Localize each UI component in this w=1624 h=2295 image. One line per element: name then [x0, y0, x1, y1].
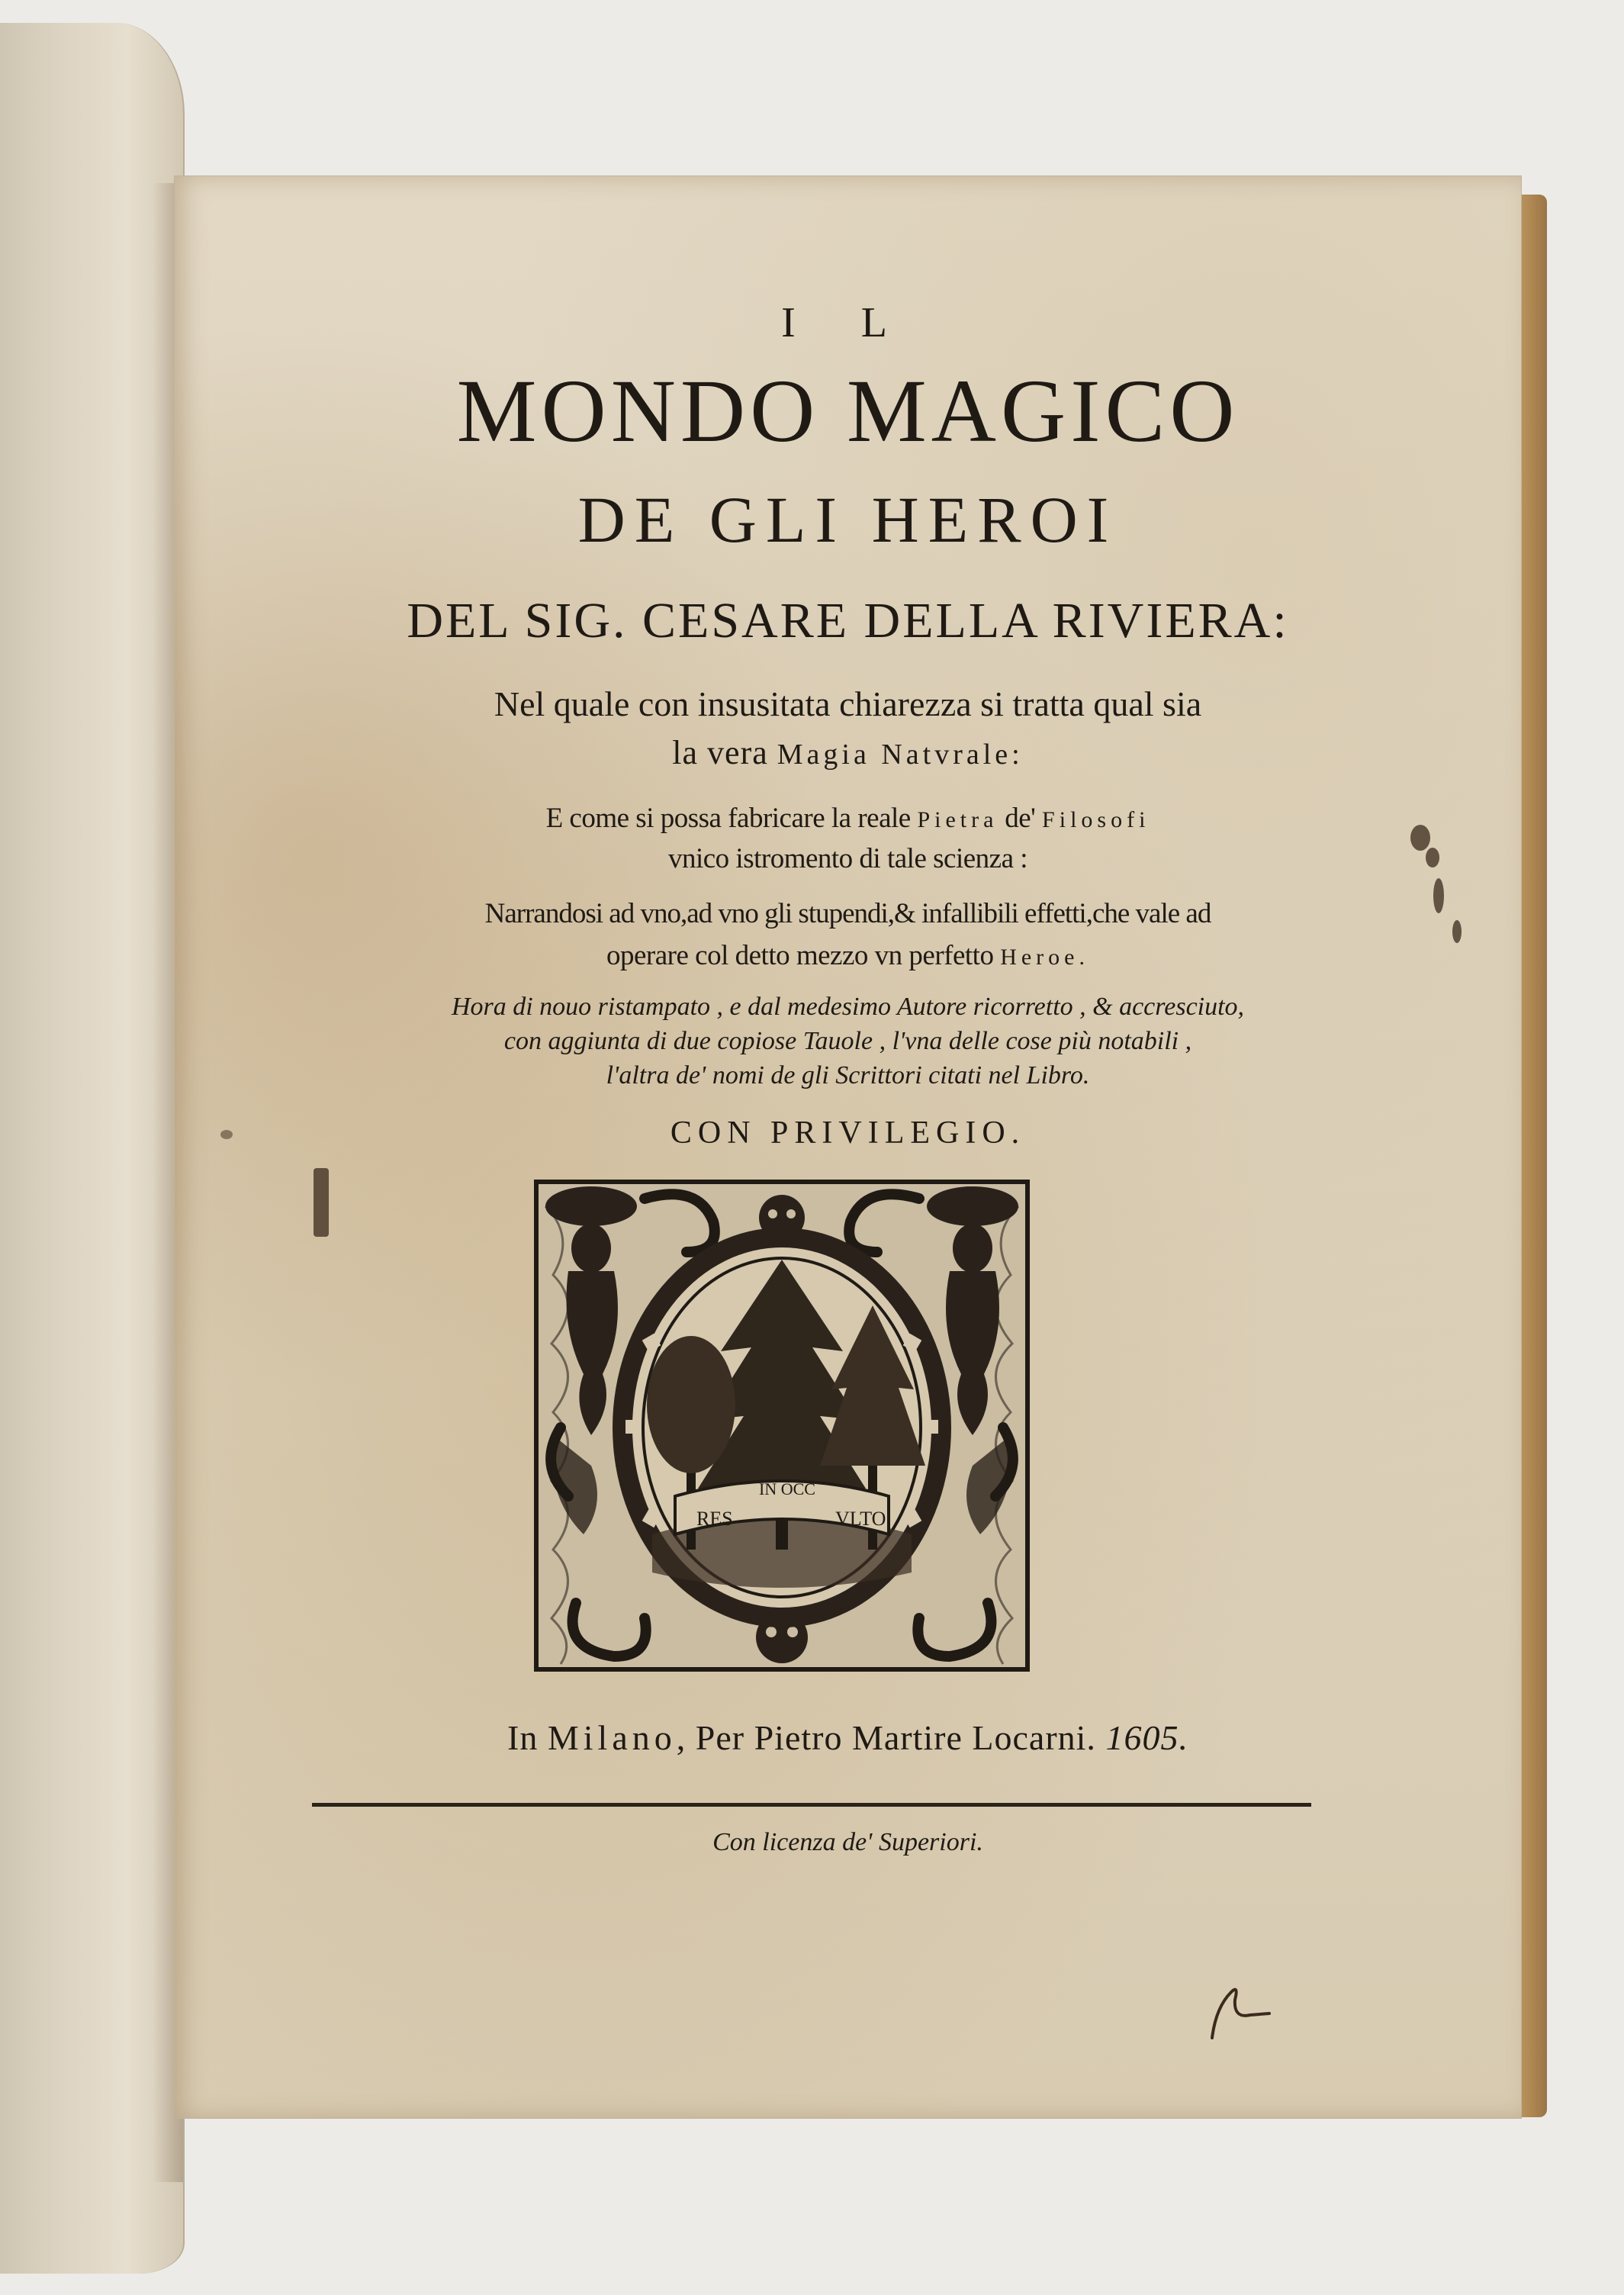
description-text: operare col detto mezzo vn perfetto	[606, 940, 1001, 971]
description-line-1: Nel quale con insusitata chiarezza si tratta qual sia	[494, 684, 1202, 723]
title-line-il: I L	[781, 299, 915, 346]
description-text: E come si possa fabricare la reale	[545, 803, 918, 834]
description-line-4: vnico istromento di tale scienza :	[667, 843, 1028, 874]
description-line-3	[175, 802, 1521, 835]
heroe-text: Heroe.	[1000, 945, 1089, 970]
imprint-year: 1605.	[1105, 1718, 1188, 1757]
title-line-mondo-magico: MONDO MAGICO	[456, 361, 1240, 461]
ink-stain-left	[314, 1168, 329, 1237]
italic-line-2: con aggiunta di due copiose Tauole , l'vna delle cose più notabili ,	[503, 1027, 1192, 1055]
title-page	[174, 175, 1522, 2119]
italic-line-1: Hora di nouo ristampato , e dal medesimo Autore ricorretto , & accresciuto,	[451, 993, 1245, 1021]
imprint-printer: , Per Pietro Martire Locarni.	[676, 1718, 1106, 1757]
magia-naturale-text: Magia Natvrale:	[777, 739, 1024, 771]
author-line: DEL SIG. CESARE DELLA RIVIERA:	[407, 593, 1289, 649]
motto-left: RES	[696, 1508, 733, 1530]
filosofi-text: Filosofi	[1042, 807, 1150, 832]
title-line-de-gli-heroi: DE GLI HEROI	[577, 483, 1118, 556]
manuscript-mark	[1197, 1977, 1288, 2046]
imprint-text: In	[507, 1718, 548, 1757]
imprint-city: Milano	[547, 1718, 677, 1757]
description-line-2	[175, 733, 1521, 772]
printers-device-woodcut	[530, 1176, 1034, 1675]
imprint-rule	[312, 1803, 1311, 1807]
pietra-text: Pietra	[917, 807, 999, 832]
privilegio-line: CON PRIVILEGIO.	[670, 1115, 1026, 1151]
motto-top: IN OCC	[759, 1479, 815, 1498]
licenza-line: Con licenza de' Superiori.	[712, 1828, 983, 1856]
italic-line-3: l'altra de' nomi de gli Scrittori citati nel Libro.	[606, 1061, 1090, 1090]
motto-right: VLTO	[835, 1508, 886, 1530]
description-line-5: Narrandosi ad vno,ad vno gli stupendi,& infallibili effetti,che vale ad	[484, 898, 1211, 929]
description-text: la vera	[672, 734, 777, 771]
description-line-6	[175, 939, 1521, 972]
imprint-line	[175, 1717, 1521, 1758]
description-text: de'	[998, 803, 1043, 834]
